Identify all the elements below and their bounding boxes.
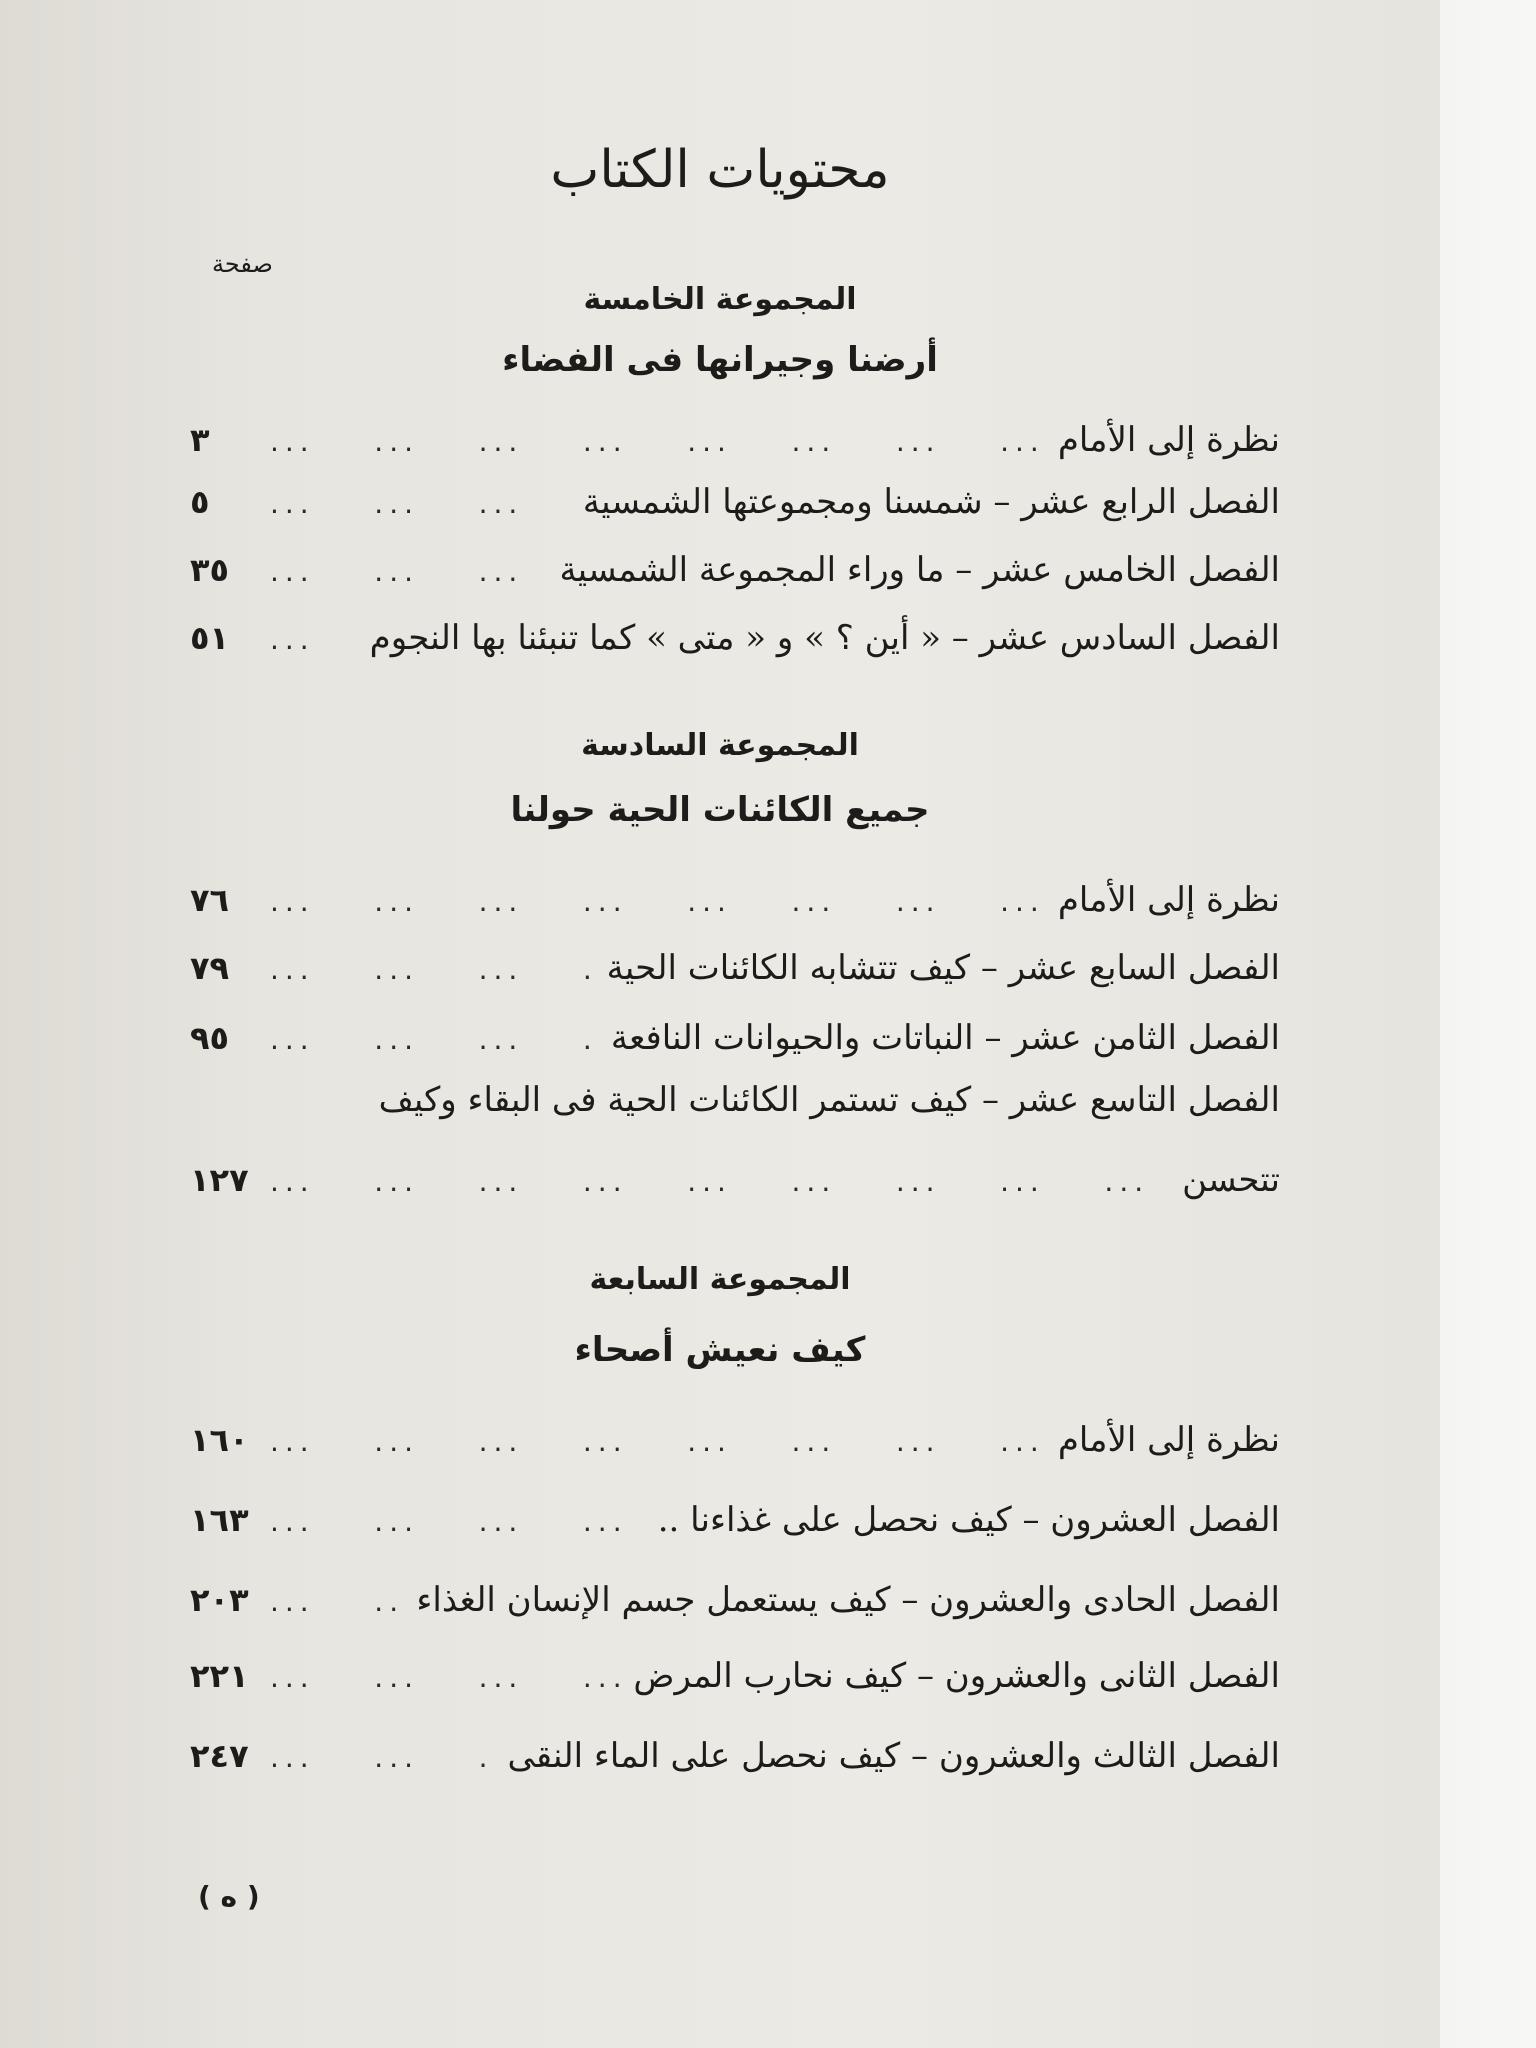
entry-label: نظرة إلى الأمام — [1057, 880, 1280, 920]
toc-entry — [190, 1160, 1280, 1200]
entry-page-number: ٣ — [190, 421, 210, 459]
toc-entry — [190, 1656, 1280, 1696]
leader-dots — [260, 1741, 493, 1774]
leader-dots — [260, 425, 1044, 458]
entry-label: الفصل العشرون – كيف نحصل على غذاءنا .. — [657, 1500, 1280, 1540]
entry-page-number: ٢٠٣ — [190, 1581, 249, 1619]
toc-entry — [190, 1500, 1280, 1540]
entry-label-first-line: الفصل التاسع عشر – كيف تستمر الكائنات الحية فى البقاء وكيف — [378, 1080, 1280, 1120]
toc-entry — [190, 550, 1280, 590]
group-heading: المجموعة السادسة — [581, 728, 859, 763]
entry-label: تتحسن — [1182, 1160, 1280, 1200]
leader-dots — [260, 1505, 644, 1538]
entry-label: الفصل الثامن عشر – النباتات والحيوانات النافعة — [610, 1018, 1280, 1058]
entry-page-number: ٥١ — [190, 619, 230, 657]
entry-page-number: ١٢٧ — [190, 1161, 249, 1199]
leader-dots — [260, 555, 545, 588]
entry-label: نظرة إلى الأمام — [1057, 1420, 1280, 1460]
leader-dots — [260, 1661, 619, 1694]
group-subheading: أرضنا وجيرانها فى الفضاء — [502, 340, 938, 380]
toc-entry — [190, 1018, 1280, 1058]
leader-dots — [260, 1425, 1044, 1458]
entry-page-number: ١٦٣ — [190, 1501, 249, 1539]
entry-label: الفصل الثالث والعشرون – كيف نحصل على الماء النقى — [507, 1736, 1280, 1776]
toc-entry — [190, 1420, 1280, 1460]
entry-page-number: ٧٦ — [190, 881, 230, 919]
leader-dots — [260, 885, 1044, 918]
entry-page-number: ١٦٠ — [190, 1421, 249, 1459]
leader-dots — [260, 1165, 1168, 1198]
entry-page-number: ٣٥ — [190, 551, 230, 589]
next-page-edge — [1440, 0, 1536, 2048]
entry-label: الفصل الحادى والعشرون – كيف يستعمل جسم الإنسان الغذاء — [416, 1580, 1280, 1620]
entry-label: الفصل الخامس عشر – ما وراء المجموعة الشمسية — [559, 550, 1280, 590]
page-number-footer: ( ه ) — [198, 1880, 260, 1913]
toc-entry — [190, 482, 1280, 522]
leader-dots — [260, 1585, 402, 1618]
entry-page-number: ٩٥ — [190, 1019, 230, 1057]
group-subheading: كيف نعيش أصحاء — [574, 1330, 866, 1370]
leader-dots — [260, 623, 356, 656]
leader-dots — [260, 1023, 597, 1056]
toc-entry — [190, 948, 1280, 988]
entry-page-number: ٢٢١ — [190, 1657, 249, 1695]
leader-dots — [260, 487, 569, 520]
entry-page-number: ٧٩ — [190, 949, 230, 987]
group-heading: المجموعة السابعة — [589, 1262, 851, 1297]
page-column-label: صفحة — [212, 250, 273, 278]
leader-dots — [260, 953, 593, 986]
toc-entry — [190, 1580, 1280, 1620]
group-subheading: جميع الكائنات الحية حولنا — [510, 790, 930, 830]
entry-page-number: ٢٤٧ — [190, 1737, 249, 1775]
group-heading: المجموعة الخامسة — [583, 282, 857, 317]
toc-entry — [190, 880, 1280, 920]
entry-label: الفصل الرابع عشر – شمسنا ومجموعتها الشمسية — [582, 482, 1280, 522]
entry-label: الفصل السابع عشر – كيف تتشابه الكائنات الحية — [606, 948, 1280, 988]
toc-entry — [190, 420, 1280, 460]
toc-entry — [190, 1736, 1280, 1776]
entry-label: الفصل الثانى والعشرون – كيف نحارب المرض — [633, 1656, 1280, 1696]
entry-label: نظرة إلى الأمام — [1057, 420, 1280, 460]
entry-label: الفصل السادس عشر – « أين ؟ » و « متى » كما تنبئنا بها النجوم — [369, 618, 1280, 658]
page-title: محتويات الكتاب — [550, 140, 890, 200]
toc-entry — [190, 618, 1280, 658]
entry-page-number: ٥ — [190, 483, 210, 521]
